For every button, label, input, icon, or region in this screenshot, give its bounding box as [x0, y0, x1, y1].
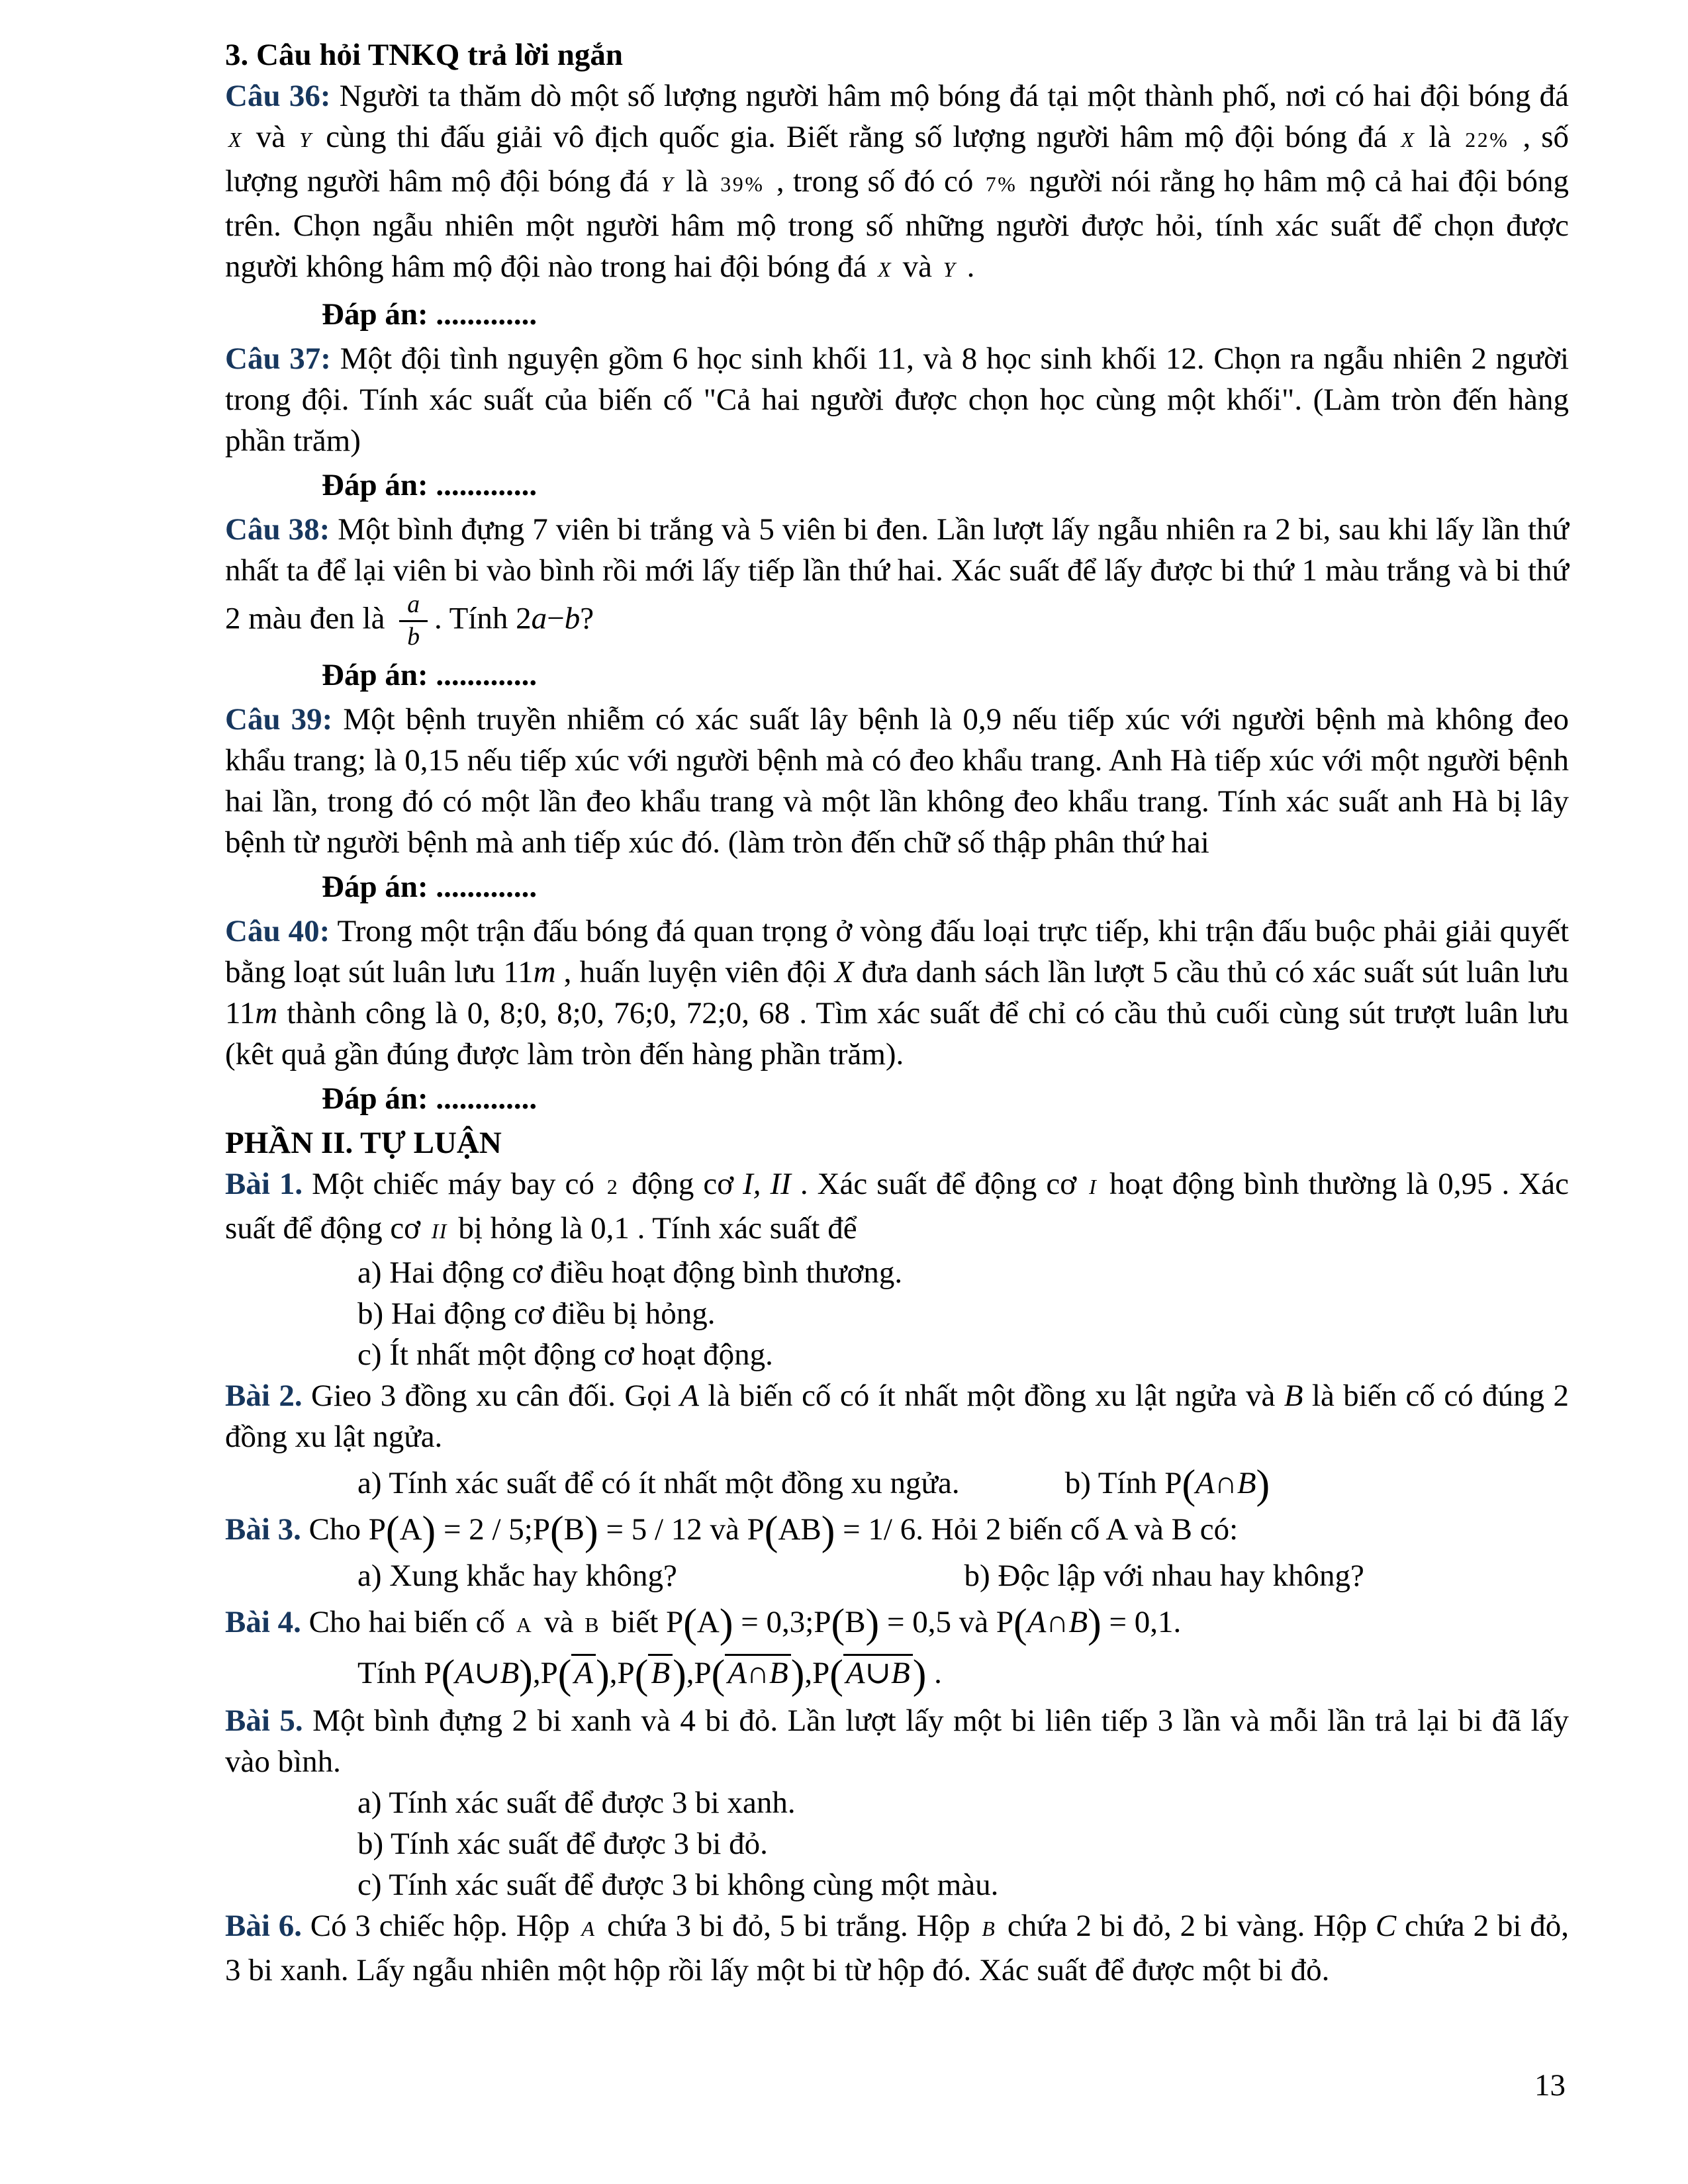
math-literal: = 2 / 5;	[436, 1512, 533, 1547]
math-variable: X	[834, 955, 854, 990]
math-paren: (	[557, 1652, 572, 1698]
text-run: a) Tính xác suất để được 3 bi xanh.	[357, 1786, 796, 1821]
text-run: Gieo 3 đồng xu cân đối. Gọi	[302, 1379, 680, 1414]
text-run: chứa 3 bi đỏ, 5 bi trắng. Hộp	[598, 1909, 979, 1944]
math-variable: A	[1196, 1466, 1215, 1501]
sub-item	[225, 1252, 1569, 1293]
math-variable: m	[255, 996, 278, 1031]
bold-text: Đáp án: .............	[322, 870, 538, 905]
question-label: Câu 40:	[225, 914, 330, 949]
math-paren: (	[385, 1508, 400, 1554]
sub-item-row	[225, 1555, 1569, 1596]
text-run: chứa 2 bi đỏ, 2 bi vàng. Hộp	[999, 1909, 1376, 1944]
text-run: và	[536, 1605, 582, 1640]
text-run: a) Tính xác suất để có ít nhất một đồng xu ngửa.	[357, 1466, 960, 1501]
text-run: biết	[604, 1605, 667, 1640]
question-paragraph	[225, 338, 1569, 461]
question-label: Câu 37:	[225, 341, 331, 376]
answer-blank	[225, 655, 1569, 696]
text-run: . Tính	[434, 601, 516, 636]
math-literal: P	[617, 1656, 635, 1691]
math-literal: P	[996, 1605, 1013, 1640]
math-paren: )	[821, 1508, 835, 1554]
sub-item	[964, 1555, 1570, 1596]
math-literal: ∩	[1214, 1466, 1237, 1501]
math-paren: (	[764, 1508, 778, 1554]
question-label: Bài 6.	[225, 1909, 302, 1944]
text-run: . Tìm xác suất để chỉ có cầu thủ cuối cùng sút trượt luân lưu (kêt quả gần đúng được làm tròn đến hàng phần trăm).	[225, 996, 1570, 1072]
math-literal: .	[926, 1656, 942, 1691]
text-run: Một đội tình nguyện gồm 6 học sinh khối 11, và 8 học sinh khối 12. Chọn ra ngẫu nhiên 2 người trong đội. Tính xác suất của biến cố "Cả hai người được chọn học cùng một khối". (Làm tròn đến hàng phần trăm)	[225, 341, 1570, 458]
text-run: Một chiếc máy bay có	[303, 1167, 604, 1202]
math-variable: B	[1068, 1605, 1088, 1640]
text-run: Cho hai biến cố	[301, 1605, 513, 1640]
sub-item	[1064, 1462, 1569, 1508]
math-literal: P	[666, 1605, 684, 1640]
math-variable: m	[533, 955, 556, 990]
math-variable: a	[531, 601, 547, 636]
section-heading	[225, 1122, 1569, 1163]
text-run: Cho	[301, 1512, 369, 1547]
math-literal: B	[845, 1605, 866, 1640]
math-literal: 2	[606, 1175, 620, 1199]
text-run: . Tính xác suất để	[629, 1211, 857, 1246]
text-run: b) Độc lập với nhau hay không?	[964, 1559, 1364, 1594]
question-paragraph	[225, 1602, 1569, 1646]
answer-blank	[225, 1078, 1569, 1119]
question-label: Bài 1.	[225, 1167, 303, 1202]
question-label: Bài 4.	[225, 1605, 301, 1640]
math-paren: (	[711, 1652, 726, 1698]
math-variable: A	[680, 1379, 699, 1414]
math-literal: 0,1	[590, 1211, 630, 1246]
sub-item	[225, 1864, 1569, 1905]
math-literal: 11	[225, 996, 256, 1031]
text-run: .	[1173, 1605, 1182, 1640]
sub-item-row	[225, 1462, 1569, 1508]
text-run: , trong số đó có	[767, 164, 982, 199]
math-literal: 39%	[720, 173, 765, 196]
math-paren: )	[519, 1652, 533, 1698]
text-run: a) Hai động cơ điều hoạt động bình thương.	[357, 1255, 903, 1291]
math-paren: )	[719, 1601, 733, 1647]
math-variable: A	[1027, 1605, 1047, 1640]
math-overline: A∩B	[725, 1654, 790, 1690]
math-variable: X	[1401, 128, 1415, 152]
math-literal: 7%	[985, 173, 1017, 196]
math-paren: )	[422, 1508, 436, 1554]
math-paren: (	[634, 1652, 649, 1698]
text-run: là biến cố có ít nhất một đồng xu lật ngửa và	[699, 1379, 1284, 1414]
answer-blank	[225, 465, 1569, 506]
math-variable: Y	[299, 128, 312, 152]
math-variable: A	[581, 1917, 596, 1941]
question-paragraph	[225, 1508, 1569, 1554]
sub-item	[225, 1555, 964, 1596]
math-literal: 0, 8;0, 8;0, 76;0, 72;0, 68	[467, 996, 790, 1031]
text-run: Một bệnh truyền nhiễm có xác suất lây bệnh là 0,9 nếu tiếp xúc với người bệnh mà không đeo khẩu trang; là 0,15 nếu tiếp xúc với người bệnh mà có đeo khẩu trang. Anh Hà tiếp xúc với một người bệnh hai lần, trong đó có một lần đeo khẩu trang và một lần không đeo khẩu trang. Tính xác suất anh Hà bị lây bệnh từ người bệnh mà anh tiếp xúc đó. (làm tròn đến chữ số thập phân thứ hai	[225, 702, 1569, 860]
math-overline: A	[571, 1654, 596, 1690]
text-run: đưa danh sách lần lượt 5 cầu thủ có xác suất sút luân lưu	[853, 955, 1569, 990]
math-paren: )	[596, 1652, 610, 1698]
math-paren: )	[865, 1601, 880, 1647]
math-literal: 22%	[1465, 128, 1509, 152]
text-run: bị hỏng là	[450, 1211, 591, 1246]
math-literal: B	[585, 1614, 601, 1637]
math-variable: B	[500, 1656, 520, 1691]
math-literal: = 0,1	[1101, 1605, 1174, 1640]
math-literal: A	[696, 1605, 720, 1640]
math-literal: P	[532, 1512, 550, 1547]
text-run: PHẦN II. TỰ LUẬN	[225, 1126, 502, 1161]
math-paren: )	[673, 1652, 686, 1698]
text-run: Người ta thăm dò một số lượng người hâm mộ bóng đá tại một thành phố, nơi có hai đội bóng đá	[330, 79, 1569, 113]
math-literal: AB	[778, 1512, 821, 1547]
sub-item	[225, 1293, 1569, 1334]
math-variable: B	[1237, 1466, 1256, 1501]
text-run: . Xác suất để động cơ	[225, 1167, 1569, 1246]
math-paren: (	[1013, 1601, 1027, 1647]
question-paragraph	[225, 699, 1569, 863]
question-paragraph	[225, 1700, 1569, 1782]
math-literal: ∪	[474, 1656, 500, 1691]
question-label: Bài 5.	[225, 1704, 303, 1739]
math-literal: = 5 / 12	[598, 1512, 702, 1547]
math-paren: )	[912, 1652, 927, 1698]
math-literal: A	[399, 1512, 422, 1547]
math-literal: ,	[609, 1656, 618, 1691]
math-variable: II	[431, 1220, 447, 1244]
math-literal: A	[516, 1614, 534, 1637]
math-variable: Y	[943, 258, 956, 281]
text-run: và	[245, 120, 297, 154]
math-literal: P	[694, 1656, 712, 1691]
math-literal: ?	[580, 601, 594, 636]
math-literal: P	[424, 1656, 442, 1691]
question-label: Câu 38:	[225, 512, 330, 547]
math-literal: B	[563, 1512, 585, 1547]
math-variable: A	[455, 1656, 475, 1691]
math-line	[225, 1652, 1569, 1698]
sub-item	[225, 1782, 1569, 1823]
question-label: Bài 3.	[225, 1512, 301, 1547]
math-variable: B	[1284, 1379, 1303, 1414]
text-run: thành công là	[277, 996, 467, 1031]
math-paren: (	[441, 1652, 455, 1698]
math-literal: = 0,5	[879, 1605, 951, 1640]
answer-blank	[225, 294, 1569, 335]
text-run: hoạt động bình thường là	[1100, 1167, 1438, 1202]
text-run: Một bình đựng 2 bi xanh và 4 bi đỏ. Lần lượt lấy một bi liên tiếp 3 lần và mỗi lần trả lại bi đã lấy vào bình.	[225, 1704, 1569, 1780]
math-paren: )	[585, 1508, 598, 1554]
math-literal: 0,95	[1438, 1167, 1493, 1202]
bold-text: Đáp án: .............	[322, 297, 538, 332]
text-run: chứa 2 bi đỏ, 3 bi xanh. Lấy ngẫu nhiên một hộp rồi lấy một bi từ hộp đó. Xác suất để được một bi đỏ.	[225, 1909, 1569, 1988]
text-run: a) Xung khắc hay không?	[357, 1559, 677, 1594]
bold-text: Đáp án: .............	[322, 468, 538, 502]
math-overline: B	[648, 1654, 673, 1690]
bold-text: Đáp án: .............	[322, 658, 538, 693]
math-literal: P	[1164, 1466, 1182, 1501]
math-paren: (	[831, 1601, 845, 1647]
text-run: .	[959, 250, 975, 284]
text-run: cùng thi đấu giải vô địch quốc gia. Biết rằng số lượng người hâm mộ đội bóng đá	[315, 120, 1398, 154]
question-paragraph	[225, 1375, 1569, 1457]
question-label: Câu 36:	[225, 79, 331, 113]
math-paren: (	[829, 1652, 843, 1698]
document-body	[225, 34, 1569, 1991]
text-run: b) Tính xác suất để được 3 bi đỏ.	[357, 1827, 768, 1862]
bold-text: Đáp án: .............	[322, 1081, 538, 1116]
math-literal: 11	[503, 955, 534, 990]
math-paren: (	[683, 1601, 697, 1647]
math-overline: A∪B	[843, 1654, 913, 1690]
math-literal: ∩	[1046, 1605, 1069, 1640]
question-paragraph	[225, 1905, 1569, 1991]
text-run: là biến cố có đúng 2 đồng xu lật ngửa.	[225, 1379, 1570, 1455]
fraction-denominator: b	[407, 623, 420, 651]
math-paren: )	[1088, 1601, 1102, 1647]
text-run: . Hỏi 2 biến cố A và B có:	[915, 1512, 1239, 1547]
text-run: c) Tính xác suất để được 3 bi không cùng một màu.	[357, 1868, 999, 1903]
text-run: Một bình đựng 7 viên bi trắng và 5 viên bi đen. Lần lượt lấy ngẫu nhiên ra 2 bi, sau khi lấy lần thứ nhất ta để lại viên bi vào bình rồi mới lấy tiếp lần thứ hai. Xác suất để lấy được bi thứ 1 màu trắng và bi thứ 2 màu đen là	[225, 512, 1569, 636]
math-literal: P	[814, 1605, 831, 1640]
text-run: và	[702, 1512, 747, 1547]
text-run: là	[1418, 120, 1462, 154]
math-variable: I, II	[743, 1167, 791, 1202]
math-variable: X	[228, 128, 242, 152]
section-heading	[225, 34, 1569, 75]
fraction-numerator: a	[399, 591, 428, 622]
math-literal: 2	[516, 601, 532, 636]
math-variable: C	[1375, 1909, 1397, 1944]
text-run: c) Ít nhất một động cơ hoạt động.	[357, 1338, 773, 1373]
math-variable: X	[878, 258, 892, 281]
question-paragraph	[225, 75, 1569, 291]
text-run: b) Hai động cơ điều bị hỏng.	[357, 1297, 716, 1332]
math-literal: P	[540, 1656, 558, 1691]
math-literal: = 1/ 6	[835, 1512, 916, 1547]
math-paren: (	[1182, 1462, 1196, 1508]
math-literal: ,	[532, 1656, 541, 1691]
text-run: Tính	[357, 1656, 424, 1691]
math-variable: b	[564, 601, 581, 636]
sub-item	[225, 1823, 1569, 1864]
question-paragraph	[225, 911, 1569, 1075]
text-run: Trong một trận đấu bóng đá quan trọng ở vòng đấu loại trực tiếp, khi trận đấu buộc phải giải quyết bằng loạt sút luân lưu	[225, 914, 1570, 990]
text-run: 3. Câu hỏi TNKQ trả lời ngắn	[225, 38, 624, 72]
math-fraction	[399, 591, 428, 651]
answer-blank	[225, 866, 1569, 907]
page-number: 13	[1534, 2068, 1566, 2103]
sub-item	[225, 1463, 1065, 1504]
text-run: người nói rằng họ hâm mộ cả hai đội bóng trên. Chọn ngẫu nhiên một người hâm mộ trong số những người được hỏi, tính xác suất để chọn được người không hâm mộ đội nào trong hai đội bóng đá	[225, 164, 1569, 284]
text-run: là	[677, 164, 718, 199]
math-paren: )	[790, 1652, 805, 1698]
math-variable: Y	[661, 173, 674, 196]
math-literal: = 0,3;	[733, 1605, 814, 1640]
text-run: . Xác suất để động cơ	[790, 1167, 1086, 1202]
math-literal: P	[812, 1656, 830, 1691]
question-label: Câu 39:	[225, 702, 333, 737]
math-literal: ,	[804, 1656, 813, 1691]
math-paren: )	[1256, 1462, 1270, 1508]
text-run: b) Tính	[1064, 1466, 1165, 1501]
sub-item	[225, 1334, 1569, 1375]
math-literal: −	[547, 601, 565, 636]
math-paren: (	[549, 1508, 564, 1554]
math-variable: I	[1089, 1175, 1097, 1199]
math-literal: P	[368, 1512, 386, 1547]
text-run: động cơ	[622, 1167, 743, 1202]
math-literal: P	[747, 1512, 765, 1547]
text-run: và	[951, 1605, 996, 1640]
text-run: , số lượng người hâm mộ đội bóng đá	[225, 120, 1570, 199]
question-label: Bài 2.	[225, 1379, 303, 1414]
question-paragraph	[225, 509, 1569, 651]
text-run: , huấn luyện viên đội	[555, 955, 835, 990]
math-literal: ,	[686, 1656, 694, 1691]
text-run: và	[894, 250, 940, 284]
question-paragraph	[225, 1163, 1569, 1252]
text-run: Có 3 chiếc hộp. Hộp	[301, 1909, 579, 1944]
math-variable: B	[982, 1917, 996, 1941]
